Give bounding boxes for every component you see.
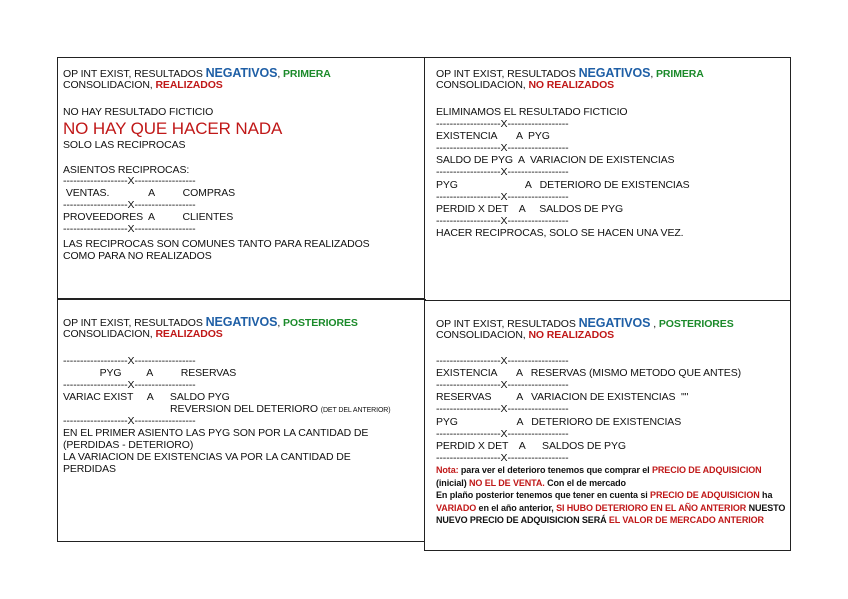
header-type: NO REALIZADOS	[528, 329, 615, 341]
header-prefix: OP INT EXIST, RESULTADOS	[436, 318, 579, 330]
card-no-realizados-primera	[424, 57, 791, 301]
header-prefix: OP INT EXIST, RESULTADOS	[63, 317, 206, 329]
note-text: en el año anterior,	[476, 502, 557, 513]
text-line: HACER RECIPROCAS, SOLO SE HACEN UNA VEZ.	[436, 227, 684, 239]
entry-separator: -------------------X------------------	[436, 428, 569, 440]
journal-entry: VARIAC EXIST A SALDO PYG	[63, 391, 230, 403]
header-consolidacion: CONSOLIDACION,	[63, 79, 156, 91]
journal-entry: PYG A RESERVAS	[63, 367, 237, 379]
header-when: PRIMERA	[283, 68, 331, 80]
header-consolidacion: CONSOLIDACION,	[436, 329, 529, 341]
entry-separator: -------------------X------------------	[436, 166, 569, 178]
header-prefix: OP INT EXIST, RESULTADOS	[436, 68, 579, 80]
journal-entry: PYG A DETERIORO DE EXISTENCIAS	[436, 416, 682, 428]
note-text: En plaño posterior tenemos que tener en cuenta si	[436, 490, 651, 500]
note-emphasis: PRECIO DE ADQUISICION	[650, 490, 760, 500]
journal-entry: EXISTENCIA A RESERVAS (MISMO METODO QUE ANTES)	[436, 367, 742, 379]
note-emphasis: VARIADO	[436, 502, 477, 513]
text-line: SOLO LAS RECIPROCAS	[63, 139, 186, 151]
entry-separator: -------------------X------------------	[63, 415, 196, 427]
journal-entry: RESERVAS A VARIACION DE EXISTENCIAS ""	[436, 391, 689, 403]
entry-separator: -------------------X------------------	[436, 118, 569, 130]
entry-separator: -------------------X------------------	[63, 175, 196, 187]
text-line: EN EL PRIMER ASIENTO LAS PYG SON POR LA CANTIDAD DE	[63, 427, 369, 439]
note-emphasis: PRECIO DE ADQUISICION	[651, 465, 762, 475]
journal-entry: PROVEEDORES A CLIENTES	[63, 211, 234, 223]
card-header-line2	[436, 329, 614, 341]
header-when: POSTERIORES	[658, 318, 734, 330]
header-negativos: NEGATIVOS	[205, 315, 278, 329]
card-header-line2	[63, 79, 223, 91]
text-line: ASIENTOS RECIPROCAS:	[63, 164, 190, 176]
header-negativos: NEGATIVOS	[205, 66, 278, 80]
entry-separator: -------------------X------------------	[63, 199, 196, 211]
card-no-realizados-posteriores	[424, 300, 791, 551]
card-header-line2	[436, 79, 614, 91]
note-text: para ver el deterioro tenemos que comprar el	[458, 465, 652, 475]
entry-separator: -------------------X------------------	[63, 379, 196, 391]
note-text: (inicial)	[436, 477, 470, 488]
card-realizados-primera	[57, 57, 426, 299]
entry-separator: -------------------X------------------	[436, 215, 569, 227]
journal-entry: EXISTENCIA A PYG	[436, 130, 550, 142]
text-line: LAS RECIPROCAS SON COMUNES TANTO PARA REALIZADOS	[63, 238, 370, 250]
note-block	[436, 464, 788, 527]
entry-separator: -------------------X------------------	[436, 452, 569, 464]
header-comma: ,	[277, 317, 284, 329]
card-realizados-posteriores	[57, 299, 426, 542]
entry-note: (DET DEL ANTERIOR)	[320, 407, 391, 414]
note-text: Con el de mercado	[544, 477, 626, 488]
entry-separator: -------------------X------------------	[436, 379, 569, 391]
text-line: COMO PARA NO REALIZADOS	[63, 250, 212, 262]
entry-separator: -------------------X------------------	[436, 142, 569, 154]
journal-entry: VENTAS. A COMPRAS	[63, 187, 236, 199]
text-line: NO HAY RESULTADO FICTICIO	[63, 106, 214, 118]
header-type: NO REALIZADOS	[528, 79, 615, 91]
note-emphasis: SI HUBO DETERIORO EN EL AÑO ANTERIOR	[556, 502, 747, 513]
entry-separator: -------------------X------------------	[436, 355, 569, 367]
header-consolidacion: CONSOLIDACION,	[63, 328, 156, 340]
header-type: REALIZADOS	[155, 328, 223, 340]
header-comma: ,	[650, 318, 659, 330]
entry-separator: -------------------X------------------	[436, 403, 569, 415]
note-text: NUESTO NUEVO PRECIO DE ADQUISICION SERÁ	[436, 502, 786, 525]
note-emphasis: EL VALOR DE MERCADO ANTERIOR	[608, 515, 764, 525]
journal-entry: SALDO DE PYG A VARIACION DE EXISTENCIAS	[436, 154, 675, 166]
text-line: LA VARIACION DE EXISTENCIAS VA POR LA CANTIDAD DE	[63, 451, 351, 463]
highlight-text: NO HAY QUE HACER NADA	[63, 119, 283, 138]
note-text: ha	[759, 490, 773, 500]
card-header-line2	[63, 328, 223, 340]
header-negativos: NEGATIVOS	[578, 66, 651, 80]
text-line: (PERDIDAS - DETERIORO)	[63, 439, 194, 451]
entry-separator: -------------------X------------------	[63, 223, 196, 235]
header-prefix: OP INT EXIST, RESULTADOS	[63, 68, 206, 80]
entry-separator: -------------------X------------------	[436, 191, 569, 203]
entry-separator: -------------------X------------------	[63, 355, 196, 367]
note-label: Nota:	[436, 465, 459, 475]
text-line: PERDIDAS	[63, 463, 116, 475]
journal-entry: PERDID X DET A SALDOS DE PYG	[436, 203, 624, 215]
text-line: ELIMINAMOS EL RESULTADO FICTICIO	[436, 106, 628, 118]
entry-text: REVERSION DEL DETERIORO	[63, 403, 321, 415]
note-emphasis: NO EL DE VENTA.	[469, 477, 545, 488]
header-consolidacion: CONSOLIDACION,	[436, 79, 529, 91]
header-when: PRIMERA	[656, 68, 704, 80]
header-when: POSTERIORES	[283, 317, 358, 329]
journal-entry: PERDID X DET A SALDOS DE PYG	[436, 440, 626, 452]
header-negativos: NEGATIVOS	[578, 316, 651, 330]
header-comma: ,	[650, 68, 657, 80]
journal-entry: PYG A DETERIORO DE EXISTENCIAS	[436, 179, 690, 191]
header-comma: ,	[277, 68, 284, 80]
header-type: REALIZADOS	[155, 79, 223, 91]
